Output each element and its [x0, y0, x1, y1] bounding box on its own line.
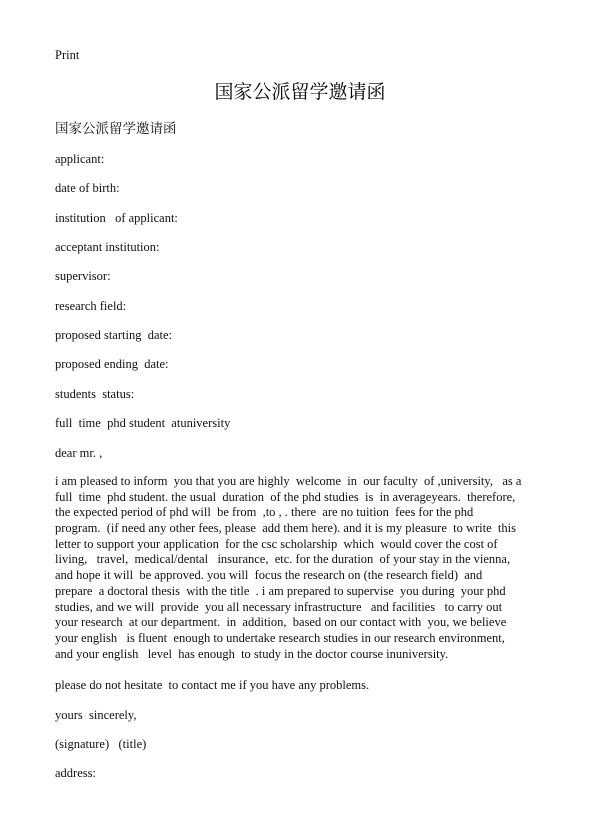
- field-full-time-status: full time phd student atuniversity: [55, 416, 231, 430]
- document-subtitle: 国家公派留学邀请函: [55, 121, 177, 137]
- field-students-status: students status:: [55, 387, 135, 401]
- field-research-field: research field:: [55, 299, 127, 313]
- field-institution-of-applicant: institution of applicant:: [55, 211, 178, 225]
- body-line: your english is fluent enough to undertake research studies in our research environment,: [55, 630, 505, 645]
- body-line: i am pleased to inform you that you are highly welcome in our faculty of ,university, as a: [55, 474, 522, 488]
- field-supervisor: supervisor:: [55, 269, 111, 283]
- signature-title-line: (signature) (title): [55, 737, 147, 751]
- document-title: 国家公派留学邀请函: [214, 81, 386, 103]
- address-line: address:: [55, 766, 96, 780]
- body-line: letter to support your application for the csc scholarship which would cover the cost of: [55, 536, 498, 551]
- field-acceptant-institution: acceptant institution:: [55, 240, 160, 254]
- body-line: and hope it will be approved. you will focus the research on (the research field) and: [55, 568, 483, 583]
- body-line: your research at our department. in addition, based on our contact with you, we believe: [55, 615, 507, 630]
- print-link[interactable]: Print: [55, 48, 80, 62]
- closing-sincerely: yours sincerely,: [55, 708, 137, 722]
- body-paragraph: [55, 474, 555, 662]
- field-date-of-birth: date of birth:: [55, 181, 120, 195]
- field-proposed-starting-date: proposed starting date:: [55, 328, 172, 342]
- body-line: and your english level has enough to study in the doctor course inuniversity.: [55, 646, 449, 661]
- closing-problems-line: please do not hesitate to contact me if you have any problems.: [55, 678, 370, 692]
- body-line: living, travel, medical/dental insurance, etc. for the duration of your stay in the vienna,: [55, 552, 511, 567]
- body-line: the expected period of phd will be from ,to , . there are no tuition fees for the phd: [55, 505, 474, 520]
- body-line: full time phd student. the usual duration of the phd studies is in averageyears. therefore,: [55, 489, 516, 504]
- body-line: program. (if need any other fees, please add them here). and it is my pleasure to write this: [55, 521, 516, 536]
- field-proposed-ending-date: proposed ending date:: [55, 357, 169, 371]
- body-line: studies, and we will provide you all necessary infrastructure and facilities to carry out: [55, 599, 503, 614]
- body-line: prepare a doctoral thesis with the title . i am prepared to supervise you during your phd: [55, 583, 506, 598]
- field-applicant: applicant:: [55, 152, 105, 166]
- salutation: dear mr. ,: [55, 446, 103, 460]
